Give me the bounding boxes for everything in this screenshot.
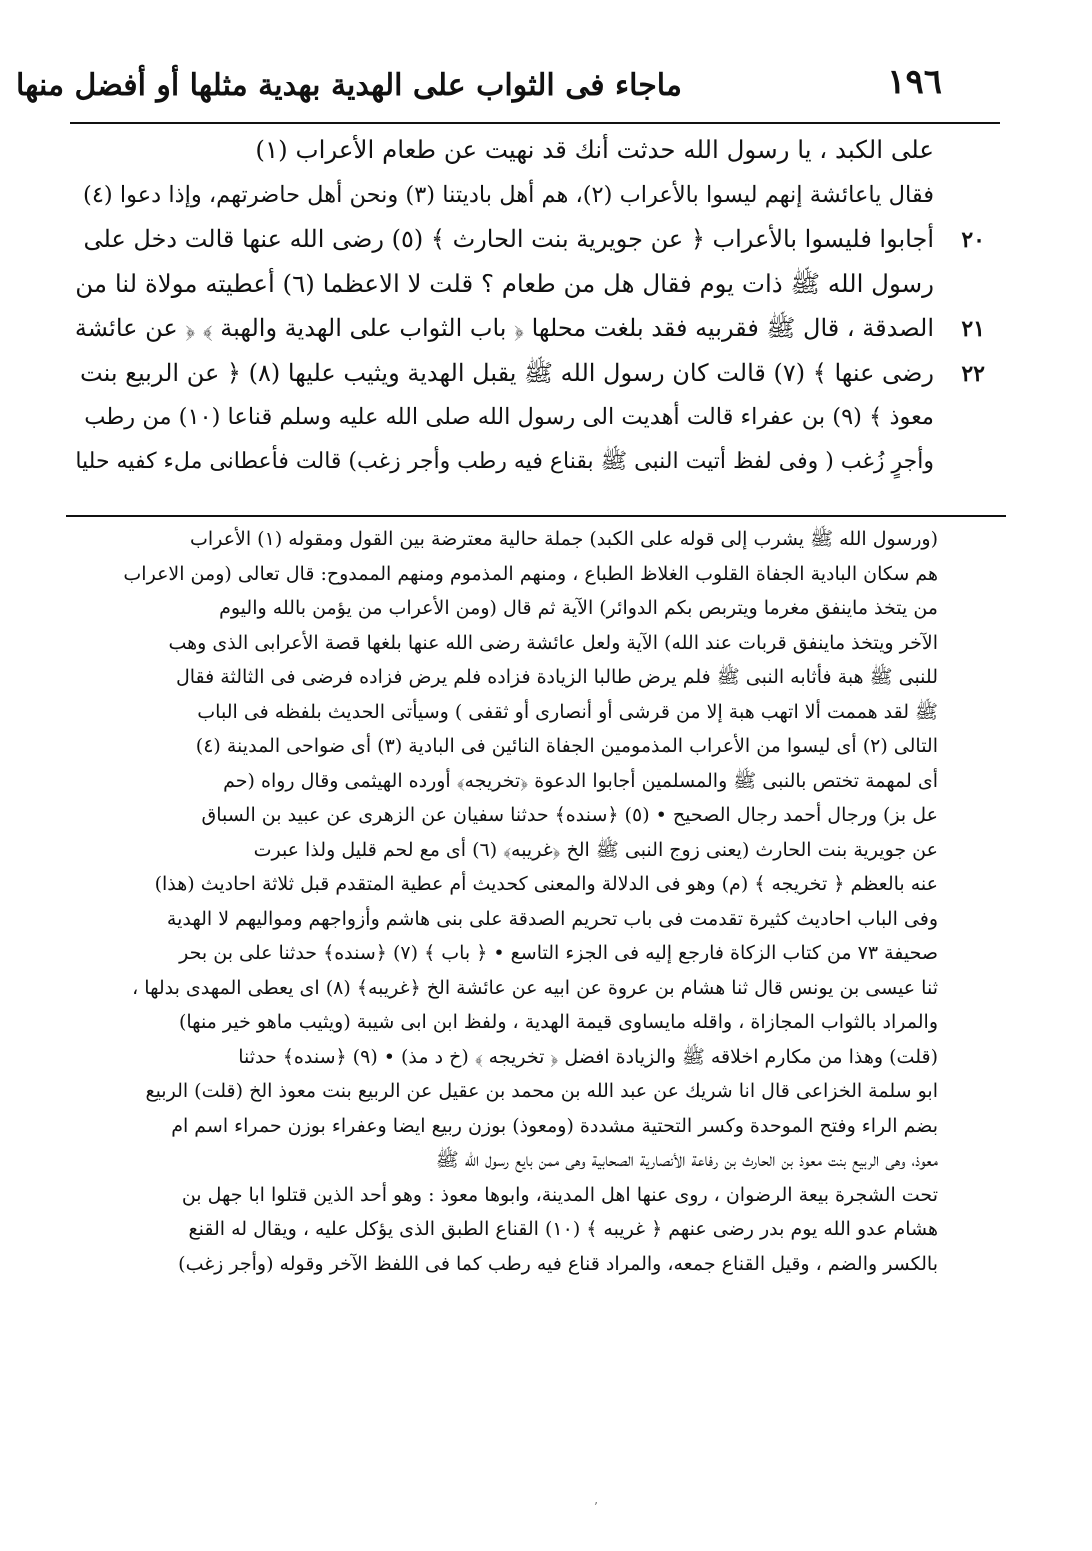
- footnote-line: من يتخذ ماينفق مغرما ويتربص بكم الدوائر) الآية ثم قال (ومن الأعراب من يؤمن بالله واليوم: [219, 597, 938, 619]
- footnote-separator: [66, 515, 1006, 517]
- footnotes-block: [74, 522, 938, 1281]
- footnote-line: عنه بالعظم ﴿ تخريجه ﴾ (م) وهو فى الدلالة والمعنى كحديث أم عطية المتقدم قبل ثلاثة احاديث (هذا): [154, 873, 938, 895]
- footnote-line: ابو سلمة الخزاعى قال انا شريك عن عبد الله بن محمد بن عقيل عن الربيع بنت معوذ الخ (قلت) الربيع: [145, 1080, 938, 1102]
- main-text-line: أجابوا فليسوا بالأعراب ﴿ عن جويرية بنت الحارث ﴾ (٥) رضى الله عنها قالت دخل على: [83, 225, 934, 253]
- footnote-line: بالكسر والضم ، وقيل القناع جمعه، والمراد قناع فيه رطب كما فى اللفظ الآخر وقوله (وأجر زغب): [178, 1252, 938, 1275]
- main-text-line: معوذ ﴾ (٩) بن عفراء قالت أهديت الى رسول الله صلى الله عليه وسلم قناعا (١٠) من رطب: [84, 404, 934, 430]
- footnote-line: هشام عدو الله يوم بدر رضى عنهم ﴿ غريبه ﴾ (١٠) القناع الطبق الذى يؤكل عليه ، ويقال له القنع: [188, 1218, 938, 1240]
- main-text-line: الصدقة ، قال ﷺ فقربيه فقد بلغت محلها ﴿ باب الثواب على الهدية والهبة ﴾ ﴿ عن عائشة: [74, 314, 934, 342]
- footnote-line: (قلت) وهذا من مكارم اخلاقه ﷺ والزيادة افضل ﴿ تخريجه ﴾ (خ د مذ) • (٩) ﴿سنده﴾ حدثنا: [238, 1045, 938, 1068]
- footnote-line: ثنا عيسى بن يونس قال ثنا هشام بن عروة عن ابيه عن عائشة الخ ﴿غريبه﴾ (٨) اى يعطى المهدى بدلها ،: [132, 976, 938, 999]
- main-text-line: على الكبد ، يا رسول الله حدثت أنك قد نهيت عن طعام الأعراب (١): [255, 135, 934, 164]
- footnote-line: تحت الشجرة بيعة الرضوان ، روى عنها اهل المدينة، وابوها معوذ : وهو أحد الذين قتلوا ابا جهل بن: [181, 1183, 938, 1206]
- main-text-line: رضى عنها ﴾ (٧) قالت كان رسول الله ﷺ يقبل الهدية ويثيب عليها (٨) ﴿ عن الربيع بنت: [80, 358, 934, 387]
- footnote-line: بضم الراء وفتح الموحدة وكسر التحتية مشددة (ومعوذ) بوزن ربيع ايضا وعفراء بوزن حمراء اسم ام: [171, 1114, 938, 1137]
- margin-line-number: ٢٠: [961, 227, 985, 253]
- page-header: [16, 60, 942, 120]
- footnote-line: أى لمهمة تختص بالنبى ﷺ والمسلمين أجابوا الدعوة ﴿تخريجه﴾ أورده الهيثمى وقال رواه (حم: [223, 769, 938, 792]
- print-mark: ’: [594, 1500, 598, 1514]
- margin-line-number: ٢٢: [961, 360, 985, 387]
- header-rule: [70, 122, 1000, 124]
- footnote-line: الآخر ويتخذ ماينفق قربات عند الله) الآية ولعل عائشة رضى الله عنها بلغها قصة الأعرابى الذى وهب: [168, 631, 938, 654]
- footnote-line: هم سكان البادية الجفاة القلوب الغلاظ الطباع ، ومنهم المذموم ومنهم الممدوح: قال تعالى (ومن الاعراب: [123, 562, 938, 585]
- footnote-line: (ورسول الله ﷺ يشرب إلى قوله على الكبد) جملة حالية معترضة بين القول ومقوله (١) الأعراب: [190, 528, 938, 550]
- main-text-line: وأجرٍ زُغب ( وفى لفظ أتيت النبى ﷺ بقناع فيه رطب وأجر زغب) قالت فأعطانى ملء كفيه حليا: [75, 448, 934, 474]
- footnote-line: للنبى ﷺ هبة فأثابه النبى ﷺ فلم يرض طالبا الزيادة فزاده فلم يرض فزاده فرضى فى الثالثة فقال: [175, 666, 938, 688]
- footnote-line: التالى (٢) أى ليسوا من الأعراب المذمومين الجفاة النائين فى البادية (٣) أى ضواحى المدينة (٤): [195, 735, 938, 757]
- footnote-line: وفى الباب احاديث كثيرة تقدمت فى باب تحريم الصدقة على بنى هاشم وأزواجهم ومواليهم لا الهدية: [166, 907, 938, 930]
- footnote-line: صحيفة ٧٣ من كتاب الزكاة فارجع إليه فى الجزء التاسع • ﴿ باب ﴾ (٧) ﴿سنده﴾ حدثنا على بن بحر: [179, 942, 938, 964]
- main-text-line: فقال ياعائشة إنهم ليسوا بالأعراب (٢)، هم أهل باديتنا (٣) ونحن أهل حاضرتهم، وإذا دعوا (٤): [83, 181, 934, 208]
- page-number: ١٩٦: [887, 62, 942, 102]
- running-head: ماجاء فى الثواب على الهدية بهدية مثلها أو أفضل منها: [16, 68, 682, 103]
- footnote-line: معوذ، وهى الربيع بنت معوذ بن الحارث بن رفاعة الأنصارية الصحابية وهى ممن بايع رسول الله ﷺ: [435, 1149, 938, 1171]
- footnote-line: عل بز) ورجال أحمد رجال الصحيح • (٥) ﴿سنده﴾ حدثنا سفيان عن الزهرى عن عبيد بن السباق: [201, 804, 938, 826]
- footnote-line: والمراد بالثواب المجازاة ، واقله مايساوى قيمة الهدية ، ولفظ ابن ابى شيبة (ويثيب ماهو خير منها): [178, 1011, 938, 1033]
- main-text-block: [74, 128, 934, 484]
- footnote-line: عن جويرية بنت الحارث (يعنى زوج النبى ﷺ الخ ﴿غريبه﴾ (٦) أى مع لحم قليل ولذا عبرت: [253, 838, 938, 861]
- margin-line-number: ٢١: [961, 316, 985, 342]
- footnote-line: ﷺ لقد هممت ألا اتهب هبة إلا من قرشى أو أنصارى أو ثقفى ) وسيأتى الحديث بلفظه فى الباب: [197, 700, 938, 723]
- main-text-line: رسول الله ﷺ ذات يوم فقال هل من طعام ؟ قلت لا الاعظما (٦) أعطيته مولاة لنا من: [75, 268, 934, 298]
